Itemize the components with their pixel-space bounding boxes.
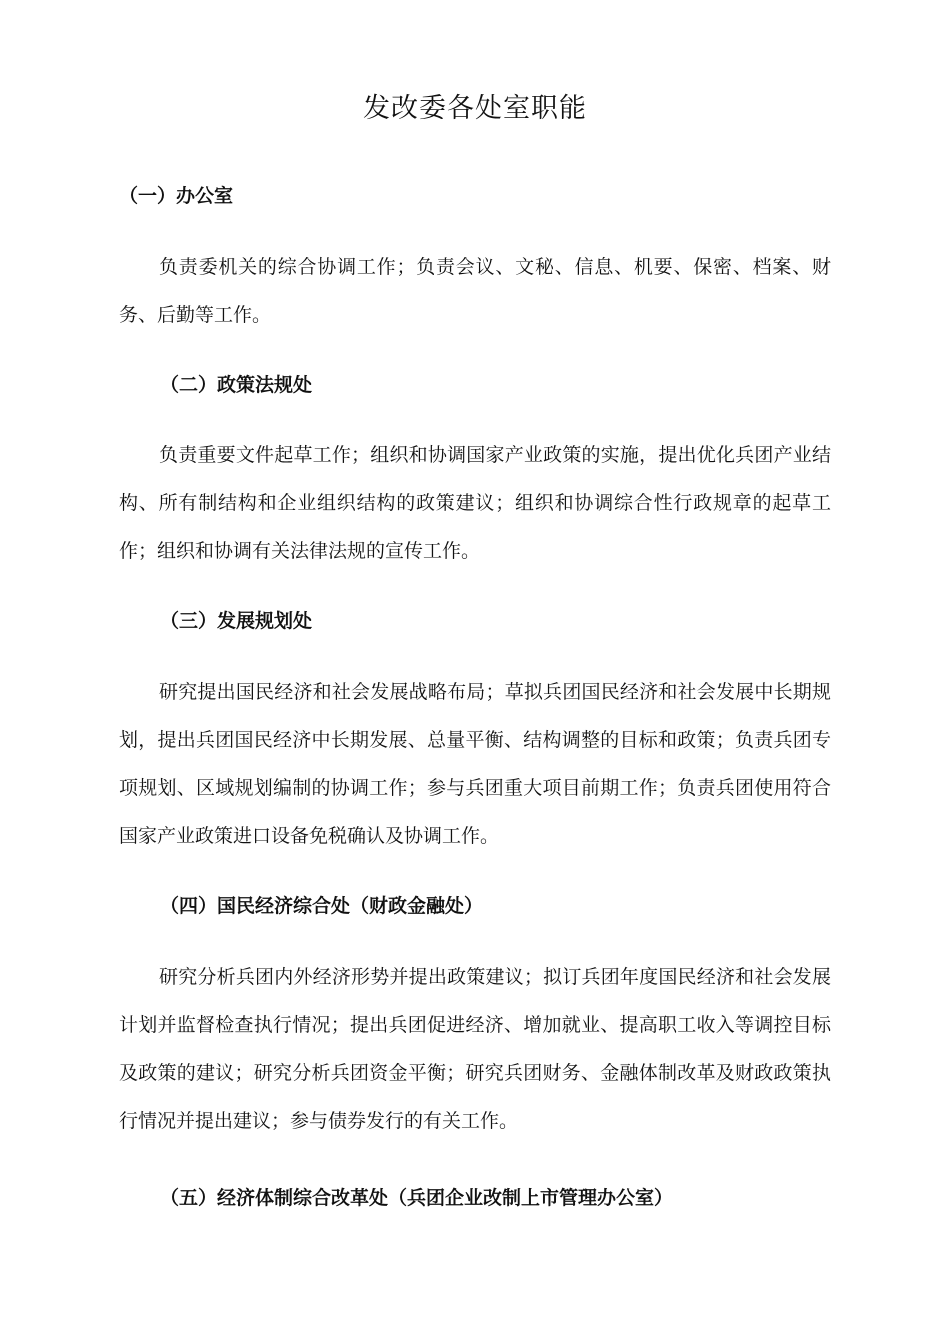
- section-body-office: 负责委机关的综合协调工作；负责会议、文秘、信息、机要、保密、档案、财务、后勤等工作。: [119, 256, 831, 326]
- section-heading-national-economy: （四）国民经济综合处（财政金融处）: [160, 895, 484, 917]
- section-body-development-planning: 研究提出国民经济和社会发展战略布局；草拟兵团国民经济和社会发展中长期规划，提出兵团国民经济中长期发展、总量平衡、结构调整的目标和政策；负责兵团专项规划、区域规划编制的协调工作；参与兵团重大项目前期工作；负责兵团使用符合国家产业政策进口设备免税确认及协调工作。: [119, 681, 831, 847]
- section-body-policy-regulation: 负责重要文件起草工作；组织和协调国家产业政策的实施，提出优化兵团产业结构、所有制结构和企业组织结构的政策建议；组织和协调综合性行政规章的起草工作；组织和协调有关法律法规的宣传工作。: [119, 444, 831, 562]
- page-title: 发改委各处室职能: [363, 93, 587, 124]
- section-heading-policy-regulation: （二）政策法规处: [160, 374, 313, 396]
- section-body-national-economy: 研究分析兵团内外经济形势并提出政策建议；拟订兵团年度国民经济和社会发展计划并监督检查执行情况；提出兵团促进经济、增加就业、提高职工收入等调控目标及政策的建议；研究分析兵团资金平衡；研究兵团财务、金融体制改革及财政政策执行情况并提出建议；参与债券发行的有关工作。: [119, 966, 831, 1132]
- section-heading-development-planning: （三）发展规划处: [160, 610, 313, 632]
- section-heading-economic-reform: （五）经济体制综合改革处（兵团企业改制上市管理办公室）: [160, 1187, 674, 1209]
- section-heading-office: （一）办公室: [119, 185, 234, 207]
